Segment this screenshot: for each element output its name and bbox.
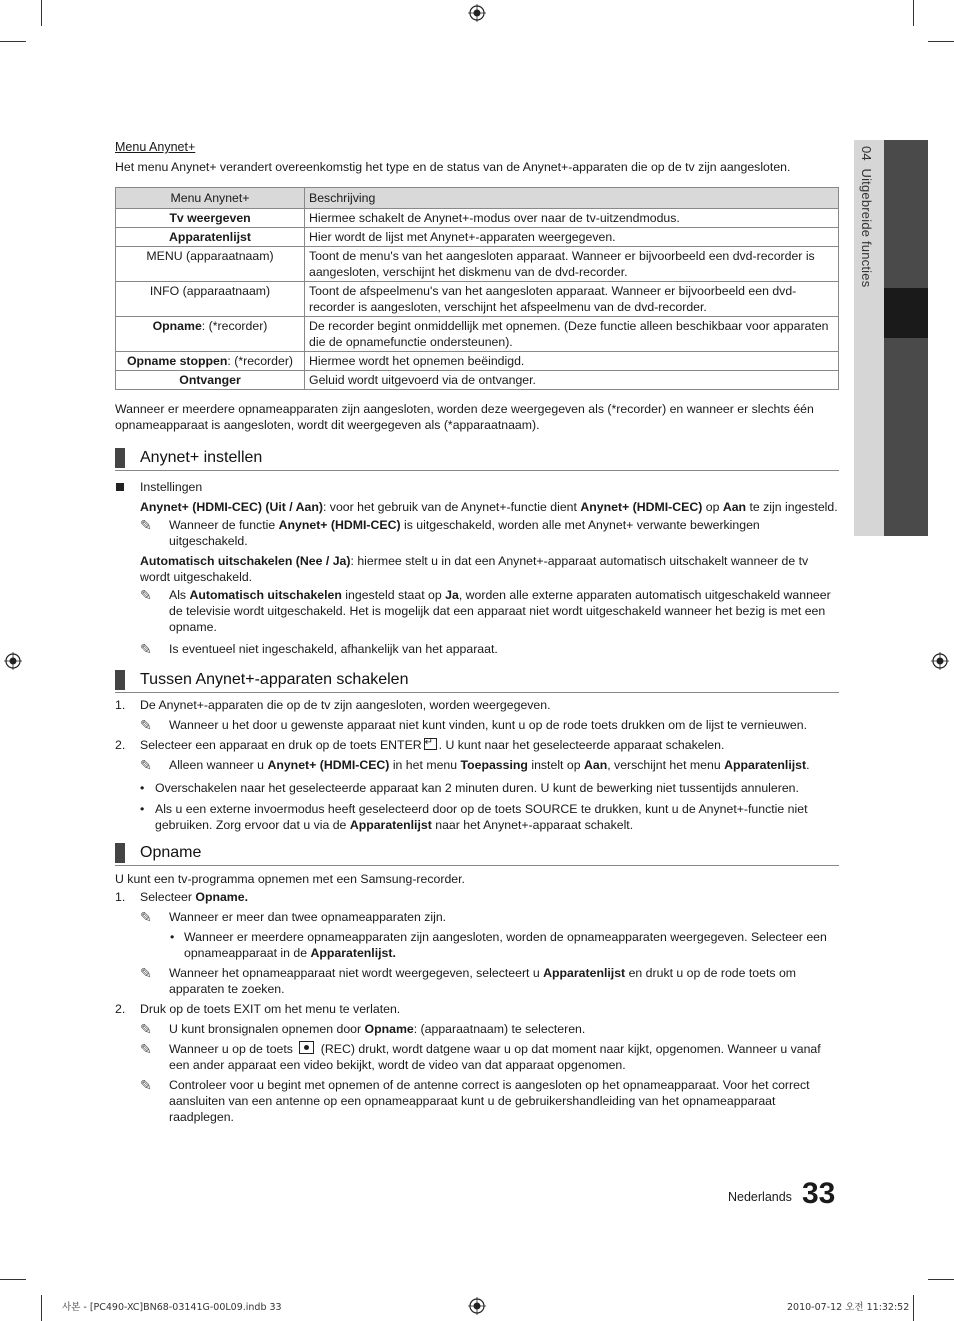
crop-mark	[928, 41, 954, 42]
imprint-timestamp: 2010-07-12 오전 11:32:52	[787, 1302, 910, 1313]
note-pencil-icon: ✎	[140, 965, 152, 981]
section-heading-schakelen	[115, 670, 839, 693]
opname-intro: U kunt een tv-programma opnemen met een Samsung-recorder.	[115, 872, 465, 886]
table-row	[116, 209, 839, 228]
table-header: Menu Anynet+	[116, 188, 305, 209]
note: ✎ Als Automatisch uitschakelen ingesteld staat op Ja, worden alle externe apparaten automatisch uitgeschakeld wanneer de televisie wordt uitgeschakeld. Het is mogelijk dat een apparaat niet wordt uitgeschakeld wanneer het bezig is met een opname.	[140, 587, 831, 634]
step-item: 1. De Anynet+-apparaten die op de tv zijn aangesloten, worden weergegeven.	[115, 698, 551, 712]
list-item: • Overschakelen naar het geselecteerde apparaat kan 2 minuten duren. U kunt de bewerking niet tussentijds annuleren.	[115, 780, 839, 796]
table-cell-desc: Hiermee wordt het opnemen beëindigd.	[305, 352, 839, 371]
table-row	[116, 317, 839, 352]
table-cell-menu: INFO	[149, 284, 180, 298]
note: ✎ Is eventueel niet ingeschakeld, afhankelijk van het apparaat.	[140, 641, 498, 657]
note-pencil-icon: ✎	[140, 1021, 152, 1037]
side-tab-label: 04 Uitgebreide functies	[859, 146, 874, 288]
registration-mark-icon	[468, 1297, 486, 1315]
step-item: 2. Druk op de toets EXIT om het menu te verlaten.	[115, 1002, 401, 1016]
table-cell-menu: Ontvanger	[179, 373, 241, 387]
table-cell-suffix: (apparaatnaam)	[182, 249, 274, 263]
paragraph-anynet-hdmi-cec: Anynet+ (HDMI-CEC) (Uit / Aan): voor het gebruik van de Anynet+-functie dient Anynet+ (HDMI-CEC) op Aan te zijn ingesteld.	[140, 500, 838, 514]
side-tab-block	[884, 338, 928, 536]
menu-heading: Menu Anynet+	[115, 140, 196, 154]
footer-language: Nederlands	[728, 1190, 792, 1204]
registration-mark-icon	[468, 4, 486, 22]
table-cell-menu: Opname	[152, 319, 202, 333]
note-pencil-icon: ✎	[140, 757, 152, 773]
side-tab-active-block	[884, 288, 928, 338]
note-pencil-icon: ✎	[140, 641, 152, 657]
table-cell-desc: Geluid wordt uitgevoerd via de ontvanger.	[305, 371, 839, 390]
crop-mark	[913, 1295, 914, 1321]
page-content	[115, 139, 839, 1125]
crop-mark	[41, 0, 42, 26]
table-cell-suffix: : (*recorder)	[201, 319, 268, 333]
note-pencil-icon: ✎	[140, 517, 152, 533]
side-tab-block	[884, 140, 928, 288]
table-cell-suffix: (apparaatnaam)	[179, 284, 271, 298]
table-cell-desc: Toont de menu's van het aangesloten apparaat. Wanneer er bijvoorbeeld een dvd-recorder is aangesloten, verschijnt het diskmenu van de dvd-recorder.	[305, 247, 839, 282]
table-header: Beschrijving	[305, 188, 839, 209]
note: ✎ Wanneer u op de toets (REC) drukt, wordt datgene waar u op dat moment naar kijkt, opgenomen. Wanneer u vanaf een ander apparaat een video bekijkt, wordt de video van dat apparaat opgenomen.	[140, 1041, 821, 1072]
table-cell-menu: Apparatenlijst	[169, 230, 251, 244]
crop-mark	[0, 41, 26, 42]
note: ✎ Wanneer u het door u gewenste apparaat niet kunt vinden, kunt u op de rode toets drukken om de lijst te vernieuwen.	[140, 717, 808, 733]
table-cell-desc: Toont de afspeelmenu's van het aangesloten apparaat. Wanneer er bijvoorbeeld een dvd-recorder is aangesloten, verschijnt het afspeelmenu van de dvd-recorder.	[305, 282, 839, 317]
note-pencil-icon: ✎	[140, 909, 152, 925]
table-row	[116, 282, 839, 317]
table-cell-desc: De recorder begint onmiddellijk met opnemen. (Deze functie alleen beschikbaar voor apparaten die de opnamefunctie ondersteunen).	[305, 317, 839, 352]
note-pencil-icon: ✎	[140, 717, 152, 733]
registration-mark-icon	[931, 652, 949, 670]
note: ✎ Controleer voor u begint met opnemen of de antenne correct is aangesloten op het opnameapparaat. Voor het correct aansluiten van een antenne op een opnameapparaat kunt u de gebruikershandleiding van het opnameapparaat raadplegen.	[140, 1077, 810, 1124]
note-pencil-icon: ✎	[140, 1041, 152, 1057]
note: ✎ U kunt bronsignalen opnemen door Opname: (apparaatnaam) te selecteren.	[140, 1021, 586, 1037]
section-bar	[115, 448, 125, 468]
table-cell-suffix: : (*recorder)	[227, 354, 294, 368]
registration-mark-icon	[4, 652, 22, 670]
table-cell-desc: Hier wordt de lijst met Anynet+-apparaten weergegeven.	[305, 228, 839, 247]
section-title: Tussen Anynet+-apparaten schakelen	[140, 671, 409, 688]
table-row	[116, 352, 839, 371]
crop-mark	[913, 0, 914, 26]
note: ✎ Wanneer het opnameapparaat niet wordt weergegeven, selecteert u Apparatenlijst en drukt u op de rode toets om apparaten te zoeken.	[140, 965, 797, 996]
note-pencil-icon: ✎	[140, 587, 152, 603]
anynet-menu-table	[115, 187, 839, 390]
section-title: Anynet+ instellen	[140, 449, 263, 466]
crop-mark	[928, 1279, 954, 1280]
step-item: 1. Selecteer Opname.	[115, 890, 248, 904]
note: ✎ Wanneer er meer dan twee opnameapparaten zijn.	[140, 909, 447, 925]
crop-mark	[41, 1295, 42, 1321]
table-row	[116, 228, 839, 247]
page-number: 33	[802, 1177, 836, 1210]
list-item: • Wanneer er meerdere opnameapparaten zijn aangesloten, worden de opnameapparaten weergegeven. Selecteer een opnameapparaat in de Apparatenlijst.	[115, 929, 839, 961]
enter-icon	[424, 738, 437, 750]
section-heading-opname	[115, 843, 839, 866]
section-heading-anynet-instellen	[115, 448, 839, 471]
table-row	[116, 247, 839, 282]
note-pencil-icon: ✎	[140, 1077, 152, 1093]
step-item: 2. Selecteer een apparaat en druk op de toets ENTER↵ . U kunt naar het geselecteerde apparaat schakelen.	[115, 737, 839, 753]
section-bar	[115, 843, 125, 863]
paragraph-auto-uitschakelen: Automatisch uitschakelen (Nee / Ja): hiermee stelt u in dat een Anynet+-apparaat automatisch uitschakelt wanneer de tv wordt uitgeschakeld.	[140, 554, 809, 584]
table-cell-menu: Tv weergeven	[169, 211, 251, 225]
table-cell-menu: MENU	[146, 249, 183, 263]
intro-text: Het menu Anynet+ verandert overeenkomstig het type en de status van de Anynet+-apparaten die op de tv zijn aangesloten.	[115, 160, 791, 174]
table-cell-desc: Hiermee schakelt de Anynet+-modus over naar de tv-uitzendmodus.	[305, 209, 839, 228]
after-table-text: Wanneer er meerdere opnameapparaten zijn aangesloten, worden deze weergegeven als (*recorder) en wanneer er slechts één opnameapparaat is aangesloten, wordt dit weergegeven als (*apparaatnaam).	[115, 402, 814, 432]
list-item: • Als u een externe invoermodus heeft geselecteerd door op de toets SOURCE te drukken, kunt u de Anynet+-functie niet gebruiken. Zorg ervoor dat u via de Apparatenlijst naar het Anynet+-apparaat schakelt.	[115, 801, 839, 833]
table-cell-menu: Opname stoppen	[126, 354, 228, 368]
imprint-filename: 사본 - [PC490-XC]BN68-03141G-00L09.indb 33	[62, 1302, 282, 1313]
table-row	[116, 371, 839, 390]
crop-mark	[0, 1279, 26, 1280]
note: ✎ Wanneer de functie Anynet+ (HDMI-CEC) is uitgeschakeld, worden alle met Anynet+ verwante bewerkingen uitgeschakeld.	[140, 517, 760, 548]
section-bar	[115, 670, 125, 690]
section-title: Opname	[140, 844, 202, 861]
bullet-instellingen: Instellingen	[115, 479, 839, 495]
note: ✎ Alleen wanneer u Anynet+ (HDMI-CEC) in het menu Toepassing instelt op Aan, verschijnt het menu Apparatenlijst.	[140, 757, 810, 773]
record-icon	[299, 1041, 314, 1054]
